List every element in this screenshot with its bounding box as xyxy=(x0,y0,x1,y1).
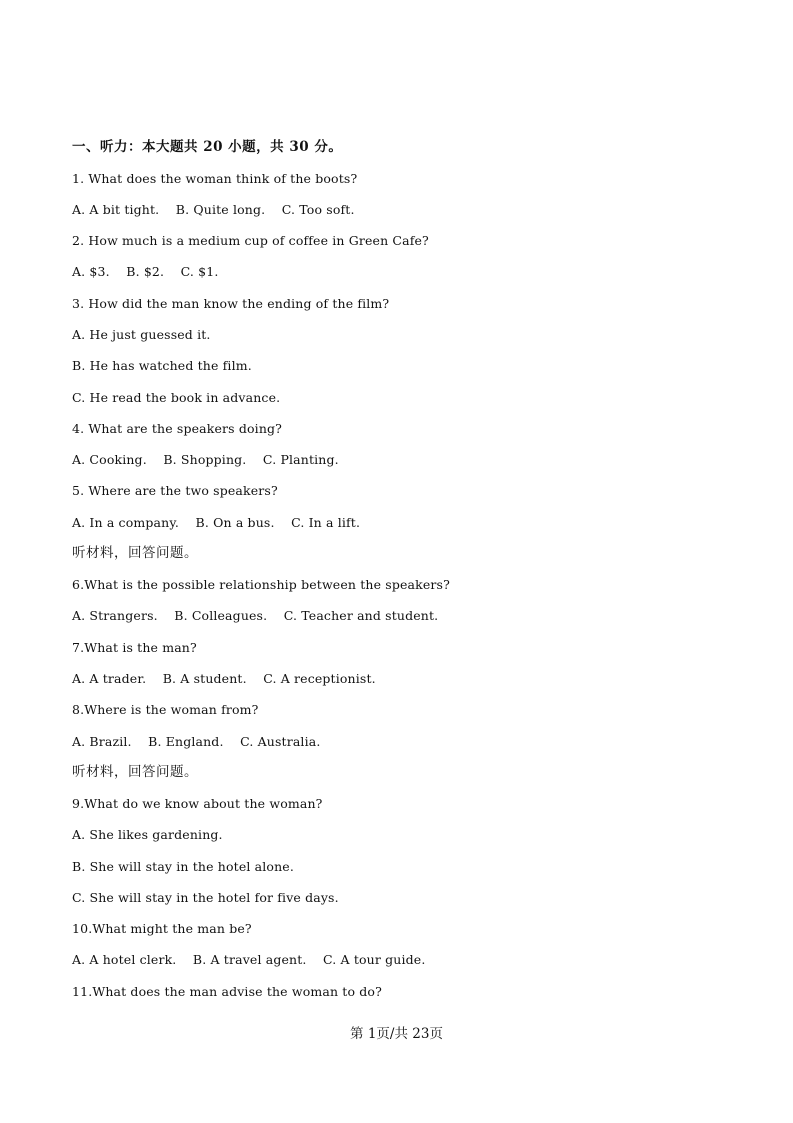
question-3-stem: 3. How did the man know the ending of the film? xyxy=(72,296,390,311)
question-1-stem: 1. What does the woman think of the boots? xyxy=(72,171,358,186)
question-10-stem: 10.What might the man be? xyxy=(72,921,252,936)
listening-instruction: 听材料，回答问题。 xyxy=(72,764,198,780)
question-5-stem: 5. Where are the two speakers? xyxy=(72,483,278,498)
question-3-option-b: B. He has watched the film. xyxy=(72,358,252,373)
page-number-footer: 第 1页/共 23页 xyxy=(350,1026,443,1042)
question-9-option-c: C. She will stay in the hotel for five days. xyxy=(72,890,339,905)
question-7-stem: 7.What is the man? xyxy=(72,640,197,655)
question-2-stem: 2. How much is a medium cup of coffee in Green Cafe? xyxy=(72,233,429,248)
question-6-options: A. Strangers. B. Colleagues. C. Teacher and student. xyxy=(72,608,439,623)
question-9-option-b: B. She will stay in the hotel alone. xyxy=(72,859,294,874)
listening-instruction: 听材料，回答问题。 xyxy=(72,545,198,561)
question-7-options: A. A trader. B. A student. C. A receptionist. xyxy=(72,671,376,686)
question-1-options: A. A bit tight. B. Quite long. C. Too soft. xyxy=(72,202,355,217)
question-3-option-c: C. He read the book in advance. xyxy=(72,390,281,405)
question-6-stem: 6.What is the possible relationship between the speakers? xyxy=(72,577,450,592)
question-8-options: A. Brazil. B. England. C. Australia. xyxy=(72,734,321,749)
question-9-stem: 9.What do we know about the woman? xyxy=(72,796,323,811)
question-8-stem: 8.Where is the woman from? xyxy=(72,702,259,717)
question-4-options: A. Cooking. B. Shopping. C. Planting. xyxy=(72,452,339,467)
question-2-options: A. $3. B. $2. C. $1. xyxy=(72,264,219,279)
question-11-stem: 11.What does the man advise the woman to do? xyxy=(72,984,382,999)
question-4-stem: 4. What are the speakers doing? xyxy=(72,421,283,436)
question-3-option-a: A. He just guessed it. xyxy=(72,327,211,342)
question-5-options: A. In a company. B. On a bus. C. In a lift. xyxy=(72,515,361,530)
section-heading: 一、听力：本大题共 20 小题，共 30 分。 xyxy=(72,139,343,155)
question-9-option-a: A. She likes gardening. xyxy=(72,827,223,842)
question-10-options: A. A hotel clerk. B. A travel agent. C. A tour guide. xyxy=(72,952,426,967)
